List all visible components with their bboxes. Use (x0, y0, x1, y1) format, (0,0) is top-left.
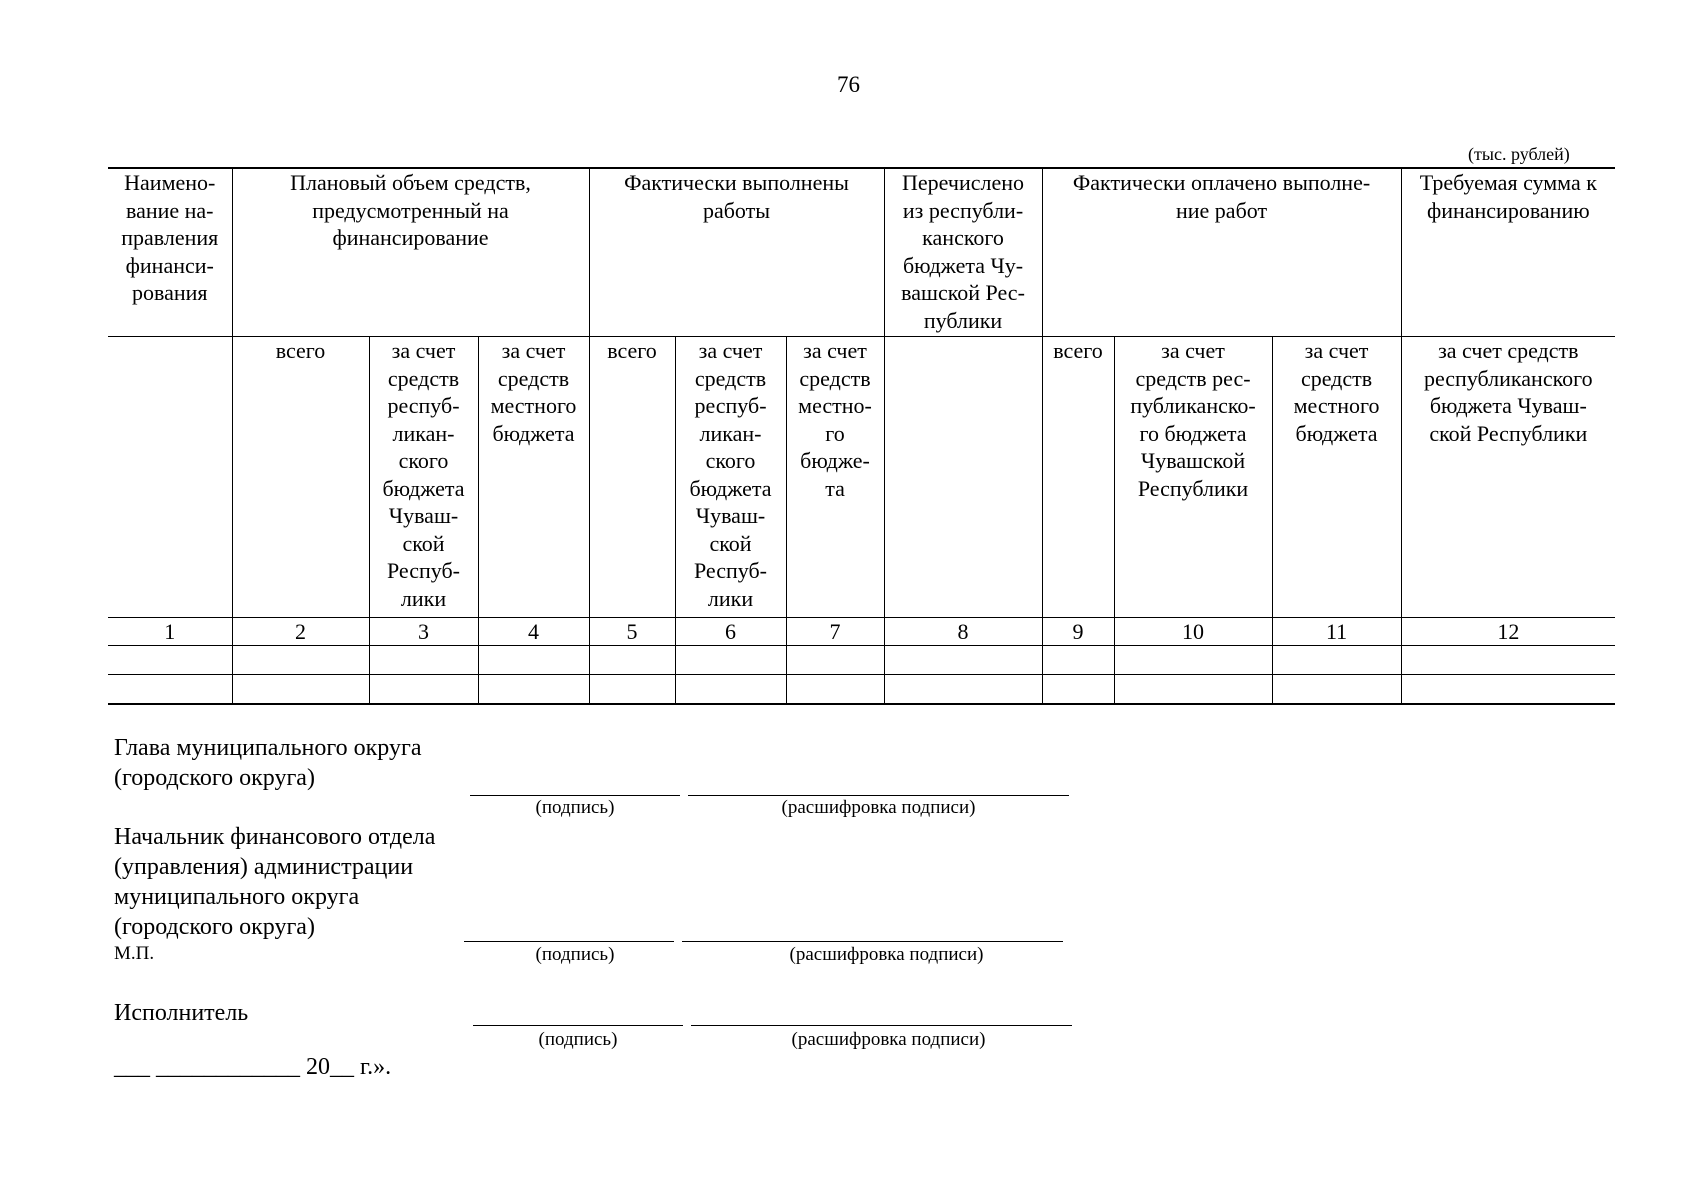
table-cell (1272, 646, 1401, 675)
header-actual-done: Фактически выполнены работы (589, 168, 884, 337)
table-row (108, 646, 1615, 675)
column-number: 2 (232, 618, 369, 646)
subheader-empty-cell (884, 337, 1042, 618)
signature-decode-line (691, 1025, 1072, 1026)
subheader-planned-republic: за счет средств респуб- ликан- ского бюджета Чуваш- ской Респуб- лики (369, 337, 478, 618)
head-of-district-label: Глава муниципального округа (городского округа) (114, 735, 422, 791)
table-subheader-row (108, 337, 1615, 618)
subheader-paid-total: всего (1042, 337, 1114, 618)
table-cell (369, 675, 478, 705)
stamp-place-label: М.П. (114, 943, 155, 964)
table-cell (369, 646, 478, 675)
column-number: 3 (369, 618, 478, 646)
page-number: 76 (837, 72, 860, 97)
subheader-empty-cell (108, 337, 232, 618)
table-row (108, 675, 1615, 705)
table-cell (786, 646, 884, 675)
subheader-done-republic: за счет средств респуб- ликан- ского бюджета Чуваш- ской Респуб- лики (675, 337, 786, 618)
subheader-planned-local: за счет средств местного бюджета (478, 337, 589, 618)
signature-decode-line (682, 941, 1063, 942)
column-number: 8 (884, 618, 1042, 646)
column-number: 5 (589, 618, 675, 646)
table-cell (232, 646, 369, 675)
signature-decode-line (688, 795, 1069, 796)
signature-line (473, 1025, 683, 1026)
column-number: 9 (1042, 618, 1114, 646)
table-cell (108, 646, 232, 675)
column-number-row (108, 618, 1615, 646)
subheader-paid-local: за счет средств местного бюджета (1272, 337, 1401, 618)
column-number: 11 (1272, 618, 1401, 646)
signature-line (464, 941, 674, 942)
executor-label: Исполнитель (114, 1000, 249, 1026)
header-planned-volume: Плановый объем средств, предусмотренный на финансирование (232, 168, 589, 337)
table-cell (675, 646, 786, 675)
header-actual-paid: Фактически оплачено выполне- ние работ (1042, 168, 1401, 337)
table-header-row (108, 168, 1615, 337)
subheader-done-local: за счет средств местно- го бюдже- та (786, 337, 884, 618)
table-cell (1042, 675, 1114, 705)
table-cell (232, 675, 369, 705)
finance-chief-label: Начальник финансового отдела (управления) администрации муниципального округа (городского округа) (114, 824, 436, 940)
subheader-done-total: всего (589, 337, 675, 618)
financing-report-table (108, 167, 1615, 705)
table-cell (884, 675, 1042, 705)
subheader-planned-total: всего (232, 337, 369, 618)
table-cell (675, 675, 786, 705)
table-cell (108, 675, 232, 705)
signature-decode-caption: (расшифровка подписи) (791, 1029, 986, 1050)
table-cell (1401, 675, 1615, 705)
column-number: 12 (1401, 618, 1615, 646)
table-cell (1272, 675, 1401, 705)
column-number: 6 (675, 618, 786, 646)
table-cell (589, 646, 675, 675)
table-cell (1114, 646, 1272, 675)
table-cell (589, 675, 675, 705)
signature-line (470, 795, 680, 796)
table-cell (1042, 646, 1114, 675)
signature-caption: (подпись) (535, 944, 615, 965)
header-required-sum: Требуемая сумма к финансированию (1401, 168, 1615, 337)
date-line: ___ ____________ 20__ г.». (114, 1054, 392, 1080)
header-transferred: Перечислено из республи- канского бюджета Чу- вашской Рес- публики (884, 168, 1042, 337)
table-cell (1401, 646, 1615, 675)
subheader-paid-republic: за счет средств рес- публиканско- го бюджета Чувашской Республики (1114, 337, 1272, 618)
table-cell (1114, 675, 1272, 705)
subheader-required-republic: за счет средств республиканского бюджета Чуваш- ской Республики (1401, 337, 1615, 618)
column-number: 1 (108, 618, 232, 646)
table-cell (884, 646, 1042, 675)
signature-caption: (подпись) (538, 1029, 618, 1050)
units-label: (тыс. рублей) (1468, 144, 1570, 164)
signature-decode-caption: (расшифровка подписи) (781, 797, 976, 818)
column-number: 10 (1114, 618, 1272, 646)
signature-decode-caption: (расшифровка подписи) (789, 944, 984, 965)
table-cell (478, 646, 589, 675)
table-cell (478, 675, 589, 705)
table-cell (786, 675, 884, 705)
column-number: 4 (478, 618, 589, 646)
signature-caption: (подпись) (535, 797, 615, 818)
header-direction-name: Наимено- вание на- правления финанси- рования (108, 168, 232, 337)
column-number: 7 (786, 618, 884, 646)
